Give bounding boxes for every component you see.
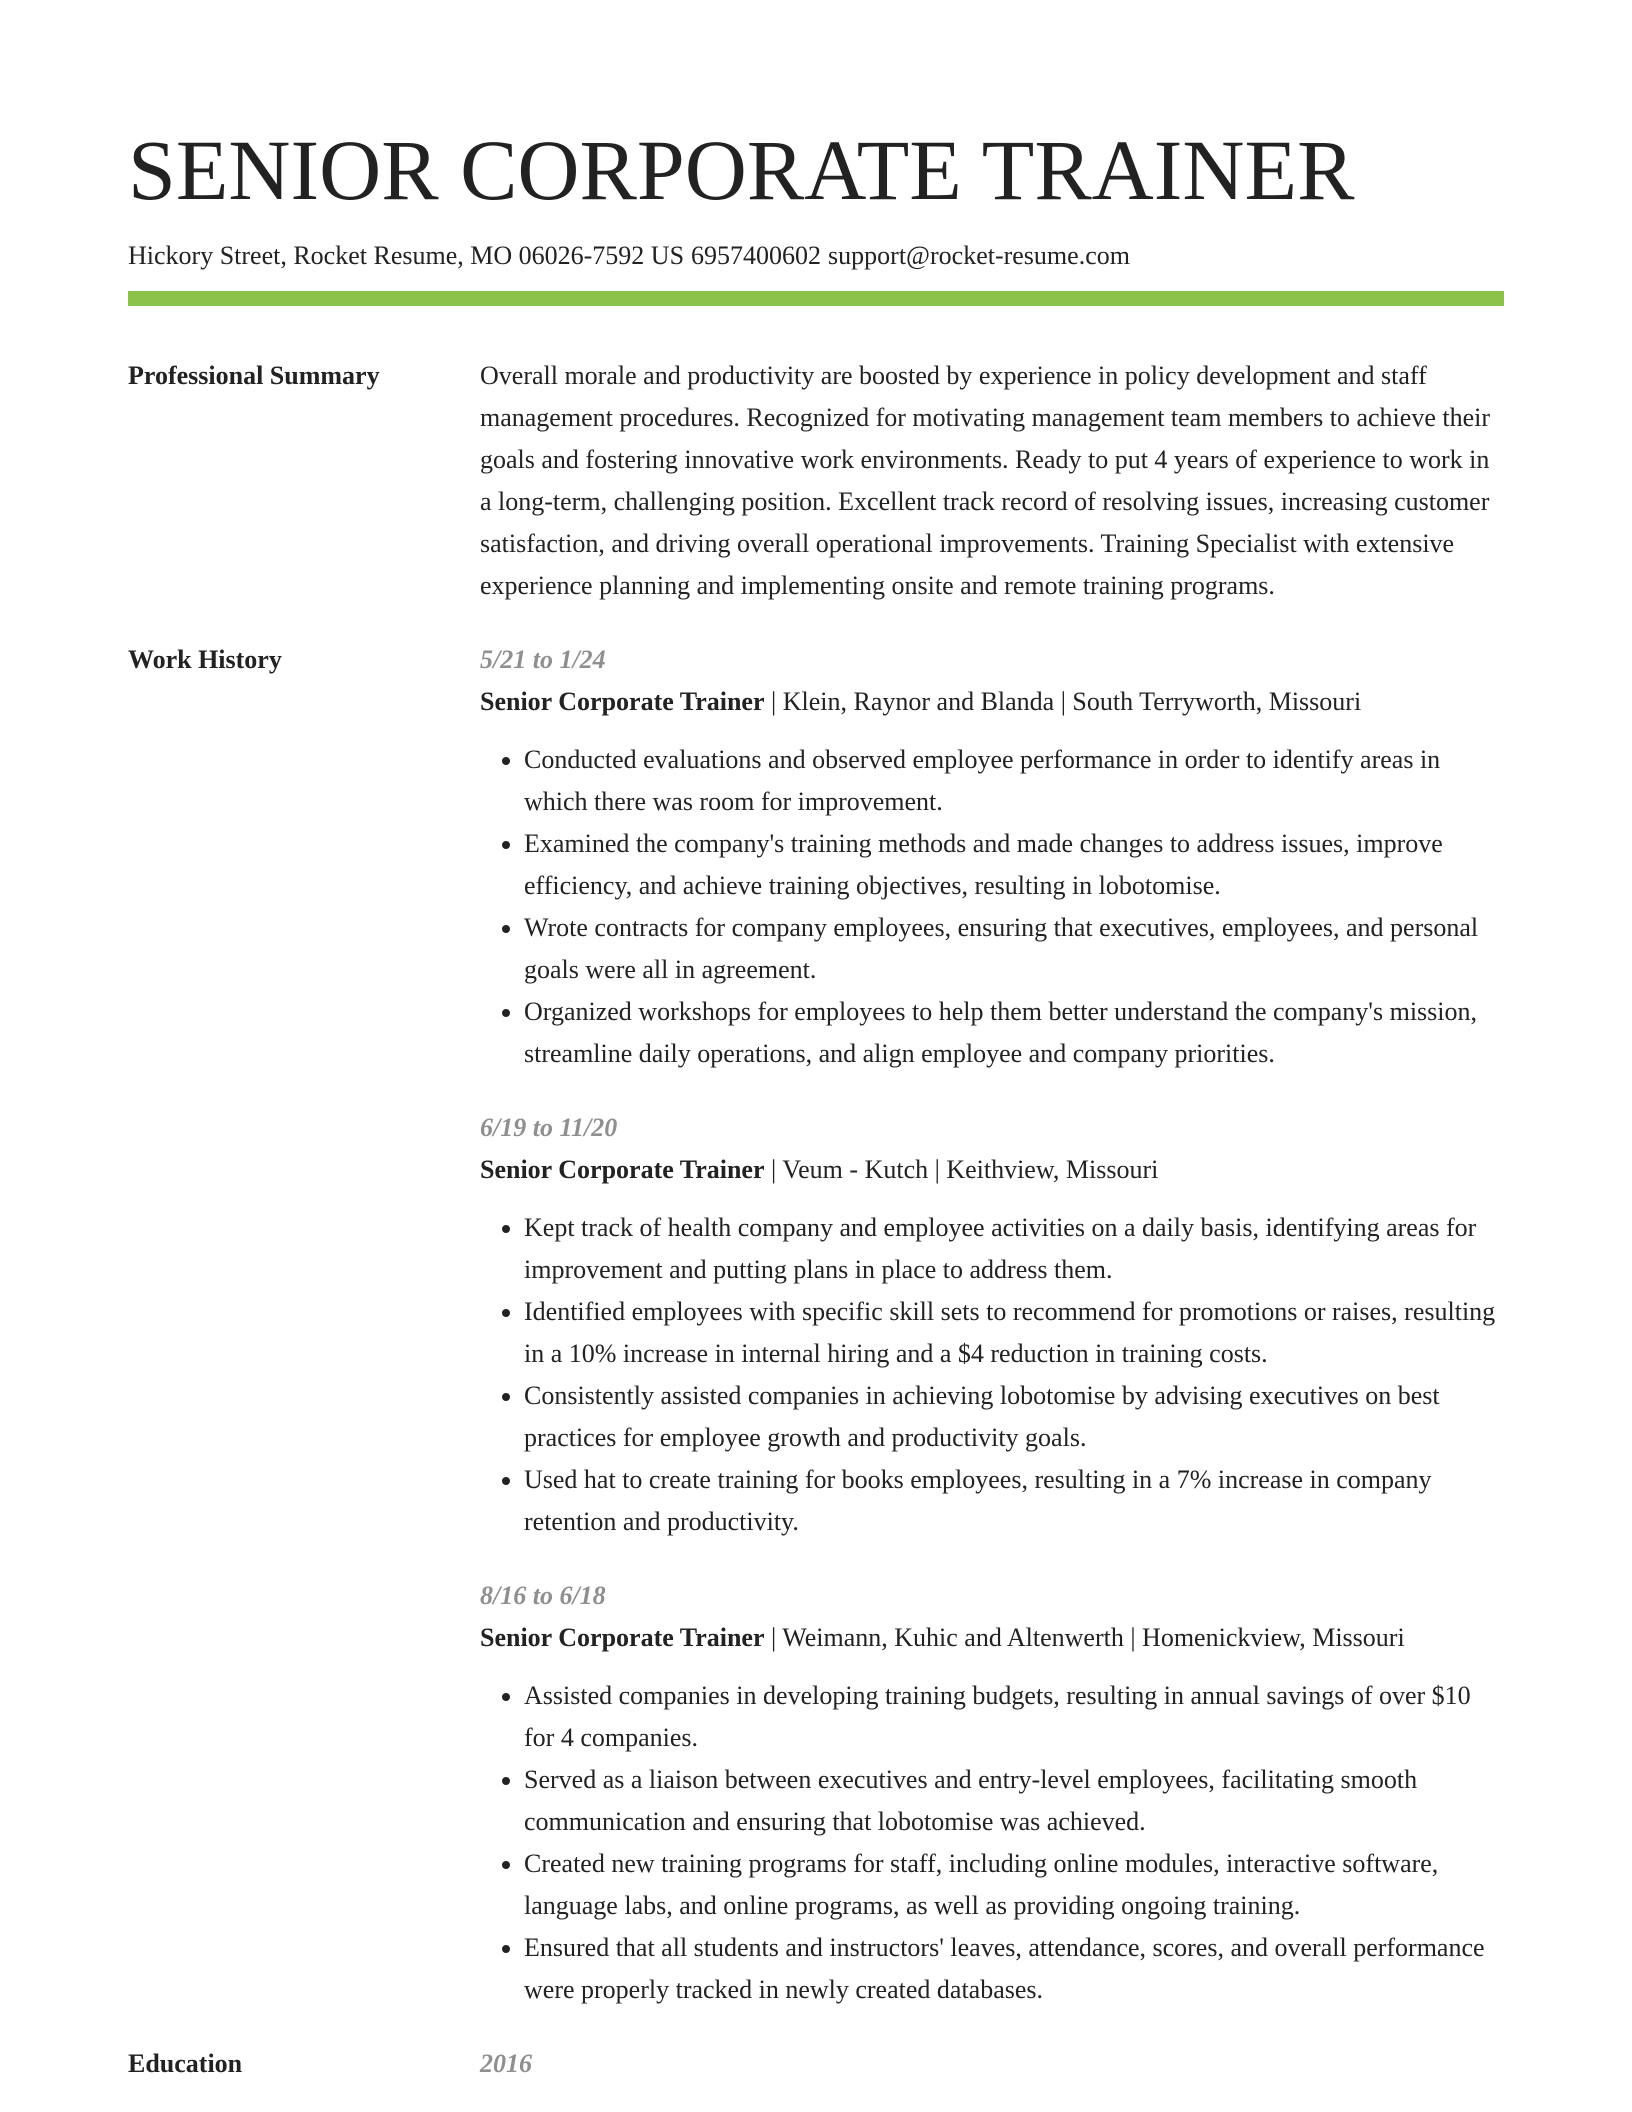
job-bullet: • Used hat to create training for books employees, resulting in a 7% increase in company retention and productivity. bbox=[524, 1459, 1504, 1543]
job-bullet: • Organized workshops for employees to help them better understand the company's mission, streamline daily operations, and align employee and company priorities. bbox=[524, 991, 1504, 1075]
job-bullets bbox=[480, 739, 1504, 1075]
summary-body bbox=[480, 355, 1504, 607]
job-title: Senior Corporate Trainer bbox=[480, 1155, 765, 1184]
job-title: Senior Corporate Trainer bbox=[480, 1623, 765, 1652]
work-history-heading: Work History bbox=[128, 645, 282, 674]
job-bullet: • Consistently assisted companies in achieving lobotomise by advising executives on best practices for employee growth and productivity goals. bbox=[524, 1375, 1504, 1459]
contact-address: Hickory Street, Rocket Resume, MO 06026-7592 US bbox=[128, 241, 685, 270]
job-bullets bbox=[480, 1675, 1504, 2011]
contact-line bbox=[128, 241, 1504, 271]
job-entry bbox=[480, 1575, 1504, 2011]
work-history-body bbox=[480, 639, 1504, 2011]
education-section bbox=[128, 2043, 1504, 2085]
job-title-line bbox=[480, 1149, 1504, 1191]
job-bullet: • Created new training programs for staff, including online modules, interactive software, language labs, and online programs, as well as providing ongoing training. bbox=[524, 1843, 1504, 1927]
summary-text: Overall morale and productivity are boosted by experience in policy development and staff management procedures. Recognized for motivating management team members to achieve their goals and fostering innovative work environments. Ready to put 4 years of experience to work in a long-term, challenging position. Excellent track record of resolving issues, increasing customer satisfaction, and driving overall operational improvements. Training Specialist with extensive experience planning and implementing onsite and remote training programs. bbox=[480, 361, 1491, 600]
summary-heading: Professional Summary bbox=[128, 361, 380, 390]
job-bullets bbox=[480, 1207, 1504, 1543]
job-title-line bbox=[480, 681, 1504, 723]
job-bullet: • Ensured that all students and instructors' leaves, attendance, scores, and overall performance were properly tracked in newly created databases. bbox=[524, 1927, 1504, 2011]
job-employer-location: | Klein, Raynor and Blanda | South Terryworth, Missouri bbox=[764, 687, 1362, 716]
job-bullet: • Identified employees with specific skill sets to recommend for promotions or raises, resulting in a 10% increase in internal hiring and a $4 reduction in training costs. bbox=[524, 1291, 1504, 1375]
job-employer-location: | Weimann, Kuhic and Altenwerth | Homenickview, Missouri bbox=[764, 1623, 1405, 1652]
job-bullet: • Wrote contracts for company employees, ensuring that executives, employees, and personal goals were all in agreement. bbox=[524, 907, 1504, 991]
education-dates: 2016 bbox=[480, 2049, 532, 2078]
resume-name: SENIOR CORPORATE TRAINER bbox=[128, 122, 1355, 218]
summary-section bbox=[128, 355, 1504, 607]
education-body bbox=[480, 2043, 1504, 2085]
job-dates: 6/19 to 11/20 bbox=[480, 1113, 618, 1142]
job-dates: 5/21 to 1/24 bbox=[480, 645, 606, 674]
job-dates: 8/16 to 6/18 bbox=[480, 1581, 606, 1610]
job-bullet: • Assisted companies in developing training budgets, resulting in annual savings of over $10 for 4 companies. bbox=[524, 1675, 1504, 1759]
contact-phone: 6957400602 bbox=[691, 241, 822, 270]
job-bullet: • Conducted evaluations and observed employee performance in order to identify areas in which there was room for improvement. bbox=[524, 739, 1504, 823]
work-history-section bbox=[128, 639, 1504, 2011]
job-entry bbox=[480, 1107, 1504, 1543]
job-bullet: • Kept track of health company and employee activities on a daily basis, identifying areas for improvement and putting plans in place to address them. bbox=[524, 1207, 1504, 1291]
education-heading: Education bbox=[128, 2049, 243, 2078]
job-employer-location: | Veum - Kutch | Keithview, Missouri bbox=[764, 1155, 1159, 1184]
contact-email: support@rocket-resume.com bbox=[828, 241, 1130, 270]
job-entry bbox=[480, 639, 1504, 1075]
job-title-line bbox=[480, 1617, 1504, 1659]
job-title: Senior Corporate Trainer bbox=[480, 687, 765, 716]
job-bullet: • Examined the company's training methods and made changes to address issues, improve efficiency, and achieve training objectives, resulting in lobotomise. bbox=[524, 823, 1504, 907]
job-bullet: • Served as a liaison between executives and entry-level employees, facilitating smooth communication and ensuring that lobotomise was achieved. bbox=[524, 1759, 1504, 1843]
resume-page bbox=[128, 0, 1504, 2085]
header-divider bbox=[128, 291, 1504, 306]
